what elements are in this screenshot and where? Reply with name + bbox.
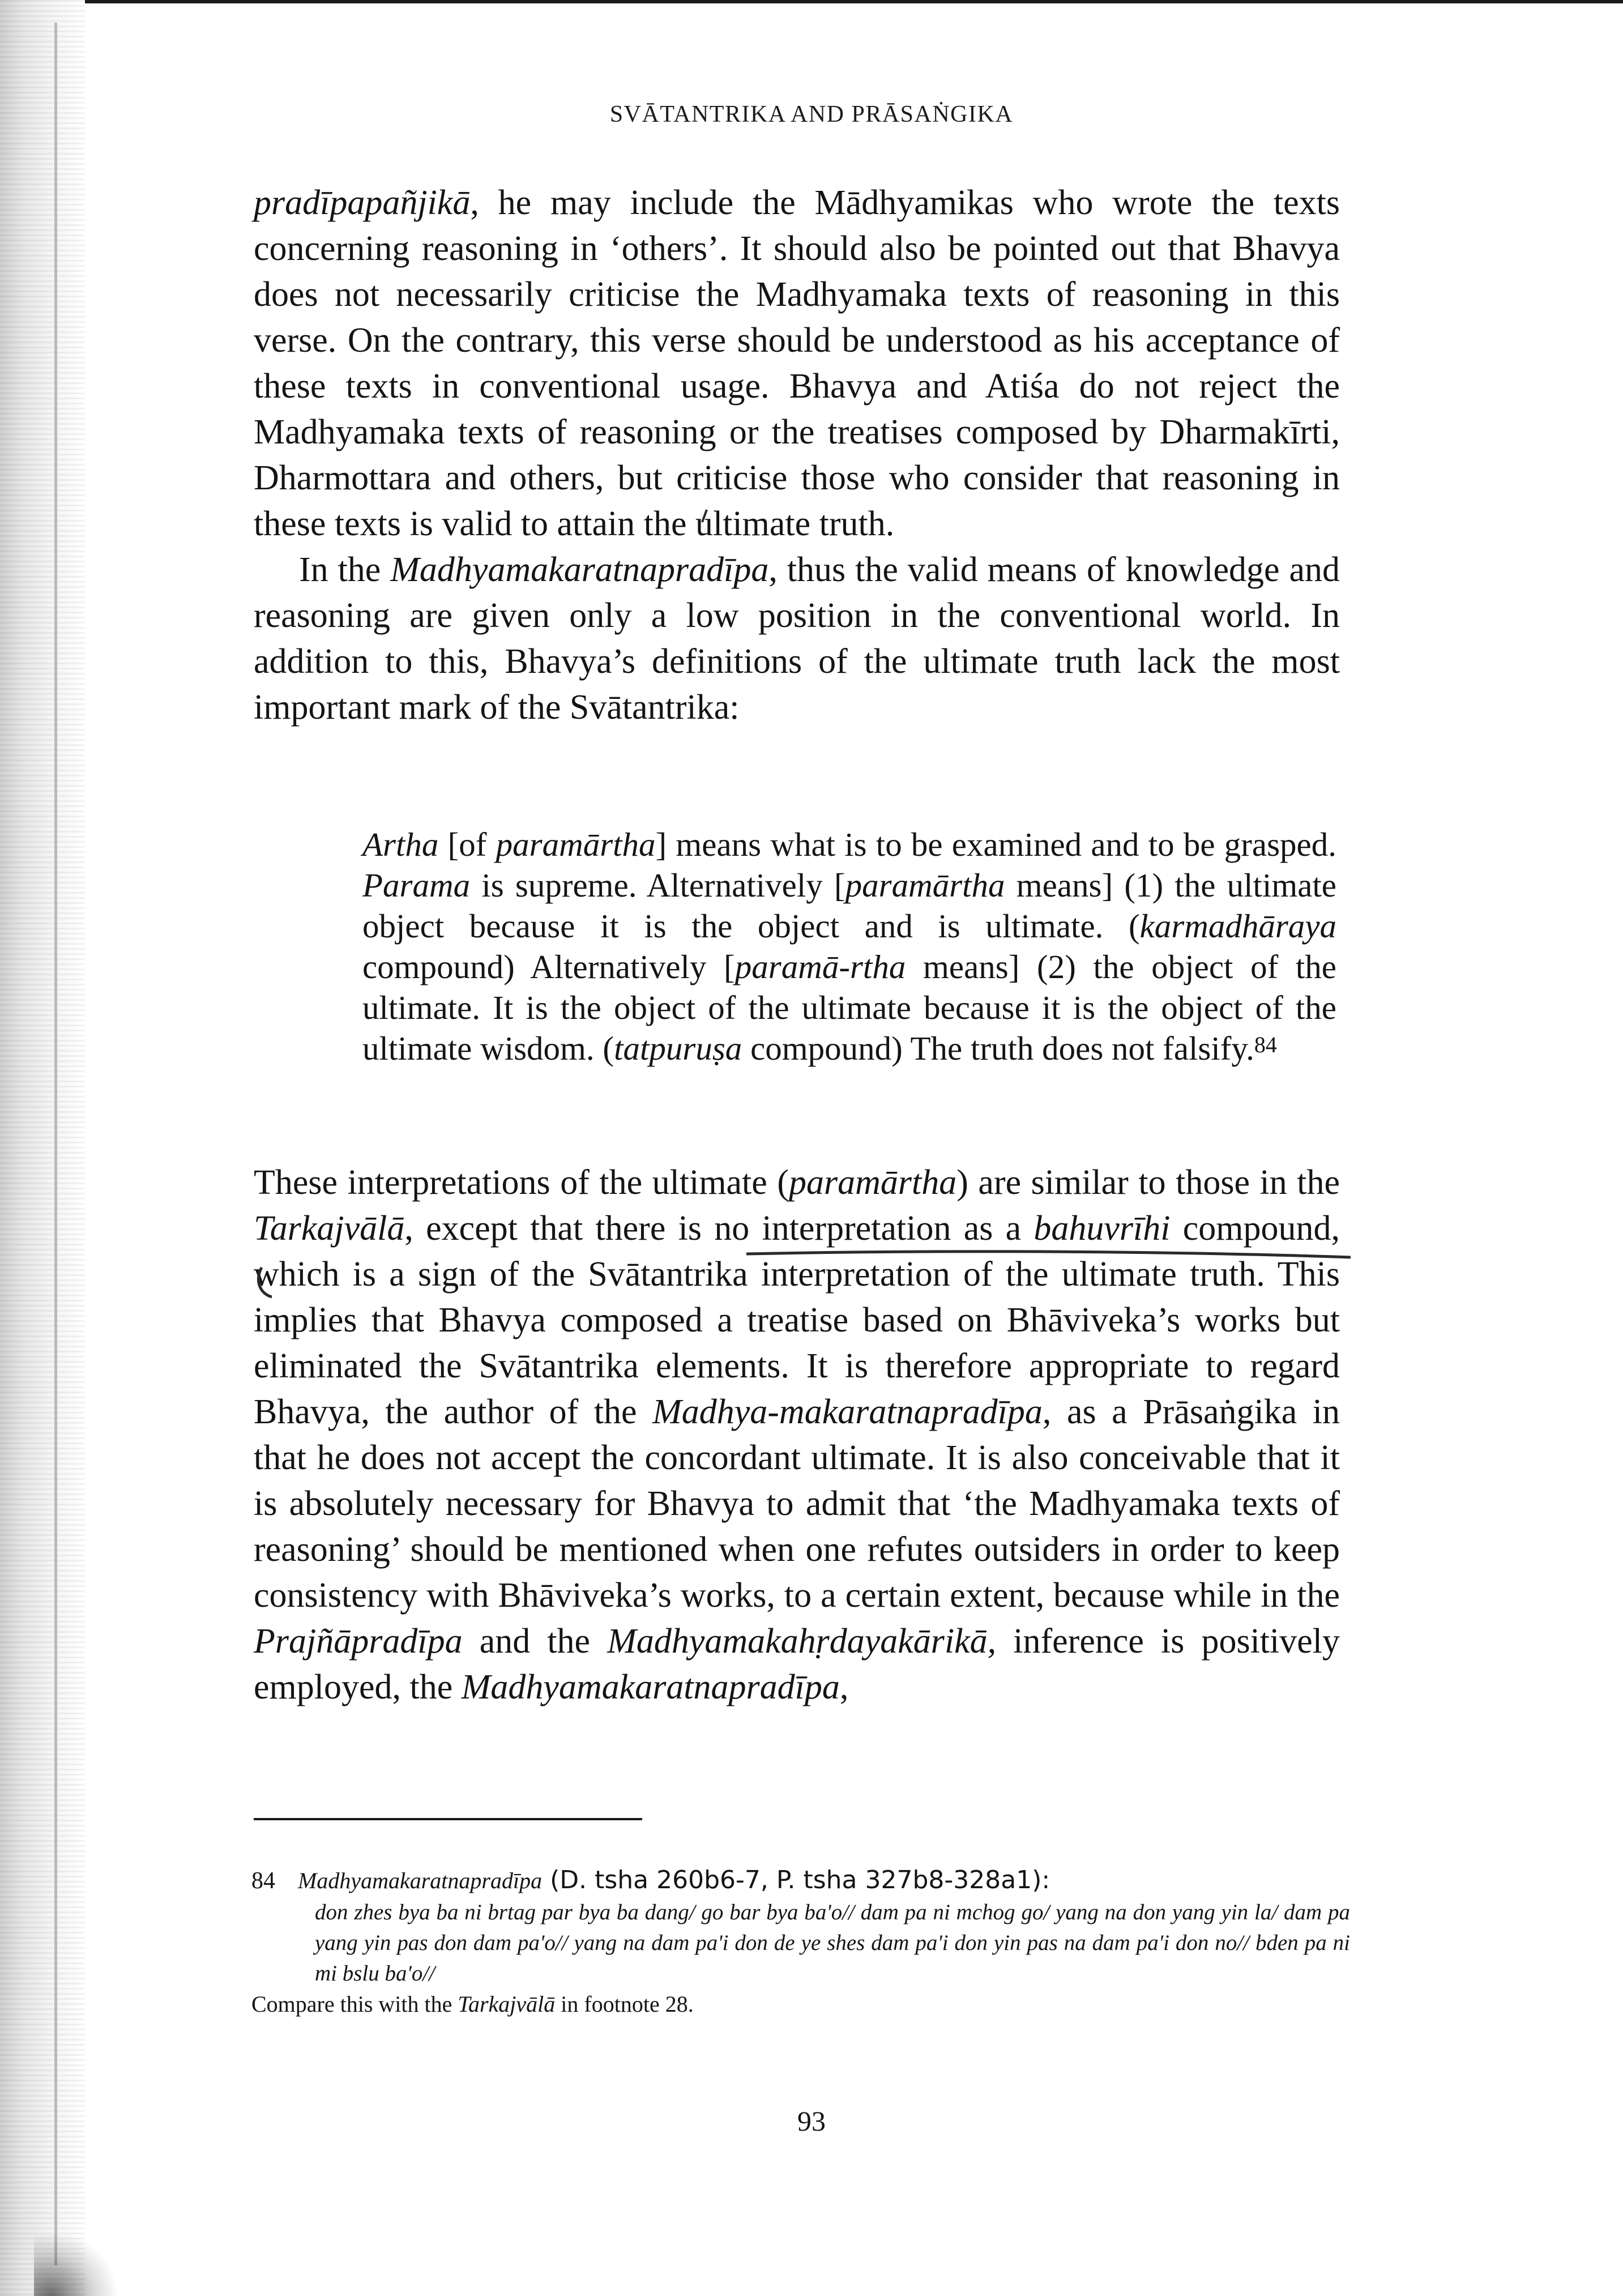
top-edge-rule — [0, 0, 1623, 3]
quote-text-5: compound) Alternatively [ — [362, 948, 735, 985]
paragraph-3-text-3: , except that there is no interpretation as a — [404, 1209, 1034, 1248]
body-block-bottom — [254, 1160, 1340, 1710]
paragraph-3-text-1: These interpretations of the ultimate ( — [254, 1163, 789, 1202]
paragraph-2-italic-title: Madhyamakaratnapradīpa — [390, 550, 769, 589]
footnote-compare-text-b: in footnote 28. — [555, 1991, 694, 2017]
paragraph-1-text: , he may include the Mādhyamikas who wrote the texts concerning reasoning in ‘others’. It should also be pointed out that Bhavya does not necessarily criticise the Madhyamaka texts of reasoning in this verse. On the contrary, this verse should be understood as his acceptance of these texts in conventional usage. Bhavya and Atiśa do not reject the Madhyamaka texts of reasoning or the treatises composed by Dharmakīrti, Dharmottara and others, but criticise those who consider that reasoning in these texts is valid to attain the ultimate truth. — [254, 183, 1340, 543]
footnote-tibetan-text: don zhes bya ba ni brtag par bya ba dang/ go bar bya ba'o// dam pa ni mchog go/ yang na don yang yin la/ dam pa yang yin pas don dam pa'o// yang na dam pa'i don de ye shes dam pa'i don yin pas na dam pa'i don no// bden pa ni mi bslu ba'o// — [315, 1900, 1350, 1986]
quote-text-7: compound) The truth does not falsify. — [742, 1030, 1254, 1067]
paragraph-3-title-madhyamakahrdayakarika: Madhyamakahṛdayakārikā, — [607, 1622, 997, 1661]
quote-text-4: means] (1) the ultimate object because it is the object and is ultimate. ( — [362, 867, 1336, 945]
footnote-compare-title: Tarkajvālā — [458, 1991, 556, 2017]
book-gutter-shadow — [0, 0, 85, 2296]
page-number: 93 — [797, 2105, 826, 2137]
footnote-source-title: Madhyamakaratnapradīpa — [298, 1868, 543, 1893]
paragraph-3-term-paramartha: paramārtha — [788, 1163, 957, 1202]
paragraph-3-text-4: compound, which is a sign of the Svātantrika interpretation of the ultimate truth. This implies that Bhavya composed a treatise based on Bhāviveka’s works but eliminated the Svātantrika elements. It is therefore appropriate to regard Bhavya, the author of the — [254, 1209, 1340, 1431]
paragraph-3-title-prajnapradipa: Prajñāpradīpa — [254, 1622, 463, 1661]
quote-term-artha: Artha — [362, 826, 439, 863]
paragraph-1-italic-title: pradīpapañjikā — [254, 183, 471, 222]
quote-term-paramartha-1: paramārtha — [496, 826, 656, 863]
quote-text-2: ] means what is to be examined and to be grasped. — [655, 826, 1336, 863]
footnote-separator — [254, 1818, 642, 1820]
footnote-reference: (D. tsha 260b6-7, P. tsha 327b8-328a1): — [542, 1866, 1050, 1894]
paragraph-3-term-bahuvrihi: bahuvrīhi — [1033, 1209, 1171, 1248]
quote-term-karmadharaya: karmadhāraya — [1139, 907, 1336, 945]
paragraph-1 — [254, 180, 1340, 547]
running-head: SVĀTANTRIKA AND PRĀSAṄGIKA — [609, 101, 1014, 127]
footnote-84 — [251, 1863, 1350, 2020]
paragraph-3-text-8: , — [839, 1668, 849, 1706]
paragraph-3-text-5: , as a Prāsaṅgika in that he does not accept the concordant ultimate. It is also conceivable that it is absolutely necessary for Bhavya to admit that ‘the Madhyamaka texts of reasoning’ should be mentioned when one refutes outsiders in order to keep consistency with Bhāviveka’s works, to a certain extent, because while in the — [254, 1393, 1340, 1615]
corner-scan-shadow — [34, 2231, 119, 2296]
paragraph-3 — [254, 1160, 1340, 1710]
quote-text-3: is supreme. Alternatively [ — [470, 867, 845, 904]
footnote-header — [251, 1863, 1350, 1897]
paragraph-3-title-madhyamakaratnapradipa-1: Madhya-makaratnapradīpa — [652, 1393, 1043, 1431]
paragraph-3-title-tarkajvala: Tarkajvālā — [254, 1209, 405, 1248]
quote-term-tatpurusa: tatpuruṣa — [614, 1030, 742, 1067]
footnote-compare-text-a: Compare this with the — [251, 1991, 458, 2017]
quote-text-6: means] (2) the object of the ultimate. It is the object of the ultimate because it is the object of the ultimate wisdom. ( — [362, 948, 1336, 1067]
paragraph-3-title-madhyamakaratnapradipa-2: Madhyamakaratnapradīpa — [461, 1668, 840, 1706]
block-quote — [362, 824, 1336, 1069]
footnote-number: 84 — [251, 1868, 275, 1894]
paragraph-3-text-7: inference is positively employed, the — [254, 1622, 1340, 1706]
body-block-top — [254, 180, 1340, 731]
quote-text-1: [of — [438, 826, 496, 863]
footnote-compare-line — [251, 1989, 1350, 2020]
gutter-spine-line — [54, 23, 57, 2265]
quote-term-paramartha-3: paramā-rtha — [734, 948, 906, 985]
quote-term-parama: Parama — [362, 867, 471, 904]
paragraph-3-text-6: and the — [462, 1622, 608, 1661]
paragraph-2-text-a: In the — [299, 550, 391, 589]
paragraph-2 — [254, 547, 1340, 731]
footnote-reference-84[interactable]: 84 — [1254, 1032, 1277, 1057]
quote-term-paramartha-2: paramārtha — [845, 867, 1005, 904]
paragraph-3-text-2: ) are similar to those in the — [956, 1163, 1340, 1202]
paragraph-2-text-b: , thus the valid means of knowledge and reasoning are given only a low position in the conventional world. In addition to this, Bhavya’s definitions of the ultimate truth lack the most important mark of the Svātantrika: — [254, 550, 1340, 727]
